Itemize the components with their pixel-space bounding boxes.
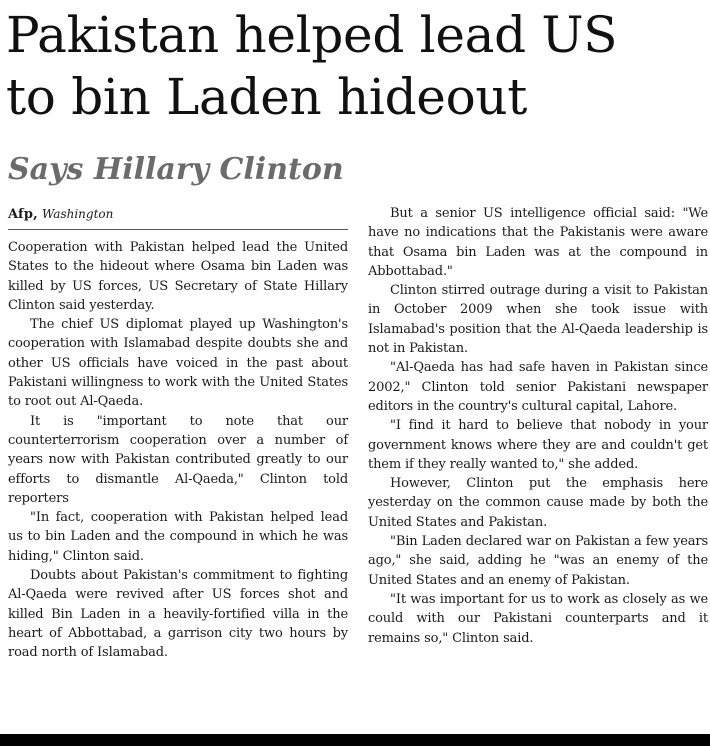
headline-line-1: Pakistan helped lead US: [6, 6, 618, 64]
paragraph: "Al-Qaeda has had safe haven in Pakistan since 2002," Clinton told senior Pakistani newspaper editors in the country's cultural capital, Lahore.: [368, 360, 708, 414]
paragraph: But a senior US intelligence official said: "We have no indications that the Pakistanis were aware that Osama bin Laden was at the compound in Abbottabad.": [368, 206, 708, 279]
paragraph: Clinton stirred outrage during a visit to Pakistan in October 2009 when she took issue with Islamabad's position that the Al-Qaeda leadership is not in Pakistan.: [368, 283, 708, 357]
headline: [6, 4, 706, 128]
paragraph: "Bin Laden declared war on Pakistan a few years ago," she said, adding he "was an enemy of the United States and an enemy of Pakistan.: [368, 534, 708, 588]
bottom-border: [0, 734, 710, 746]
headline-line-2: to bin Laden hideout: [6, 68, 528, 126]
left-column: [8, 238, 348, 663]
paragraph: However, Clinton put the emphasis here yesterday on the common cause made by both the United States and Pakistan.: [368, 476, 708, 530]
byline: [8, 205, 348, 224]
paragraph: The chief US diplomat played up Washington's cooperation with Islamabad despite doubts she and other US officials have voiced in the past about Pakistani willingness to work with the United States to root out Al-Qaeda.: [8, 317, 348, 410]
byline-agency: Afp,: [8, 207, 38, 222]
subheadline: Says Hillary Clinton: [8, 152, 344, 187]
right-column: [368, 204, 708, 648]
paragraph: "It was important for us to work as closely as we could with our Pakistani counterparts and it remains so," Clinton said.: [368, 591, 708, 646]
byline-dateline: Washington: [42, 207, 114, 221]
paragraph: Cooperation with Pakistan helped lead the United States to the hideout where Osama bin Laden was killed by US forces, US Secretary of State Hillary Clinton said yesterday.: [8, 240, 348, 313]
paragraph: Doubts about Pakistan's commitment to fighting Al-Qaeda were revived after US forces shot and killed Bin Laden in a heavily-fortified villa in the heart of Abbottabad, a garrison city two hours by road north of Islamabad.: [8, 568, 348, 661]
byline-divider: [8, 229, 348, 230]
paragraph: It is "important to note that our counterterrorism cooperation over a number of years now with Pakistan contributed greatly to our efforts to dismantle Al-Qaeda," Clinton told reporters: [8, 413, 348, 506]
paragraph: "I find it hard to believe that nobody in your government knows where they are and couldn't get them if they really wanted to," she added.: [368, 418, 708, 472]
paragraph: "In fact, cooperation with Pakistan helped lead us to bin Laden and the compound in which he was hiding," Clinton said.: [8, 510, 348, 564]
